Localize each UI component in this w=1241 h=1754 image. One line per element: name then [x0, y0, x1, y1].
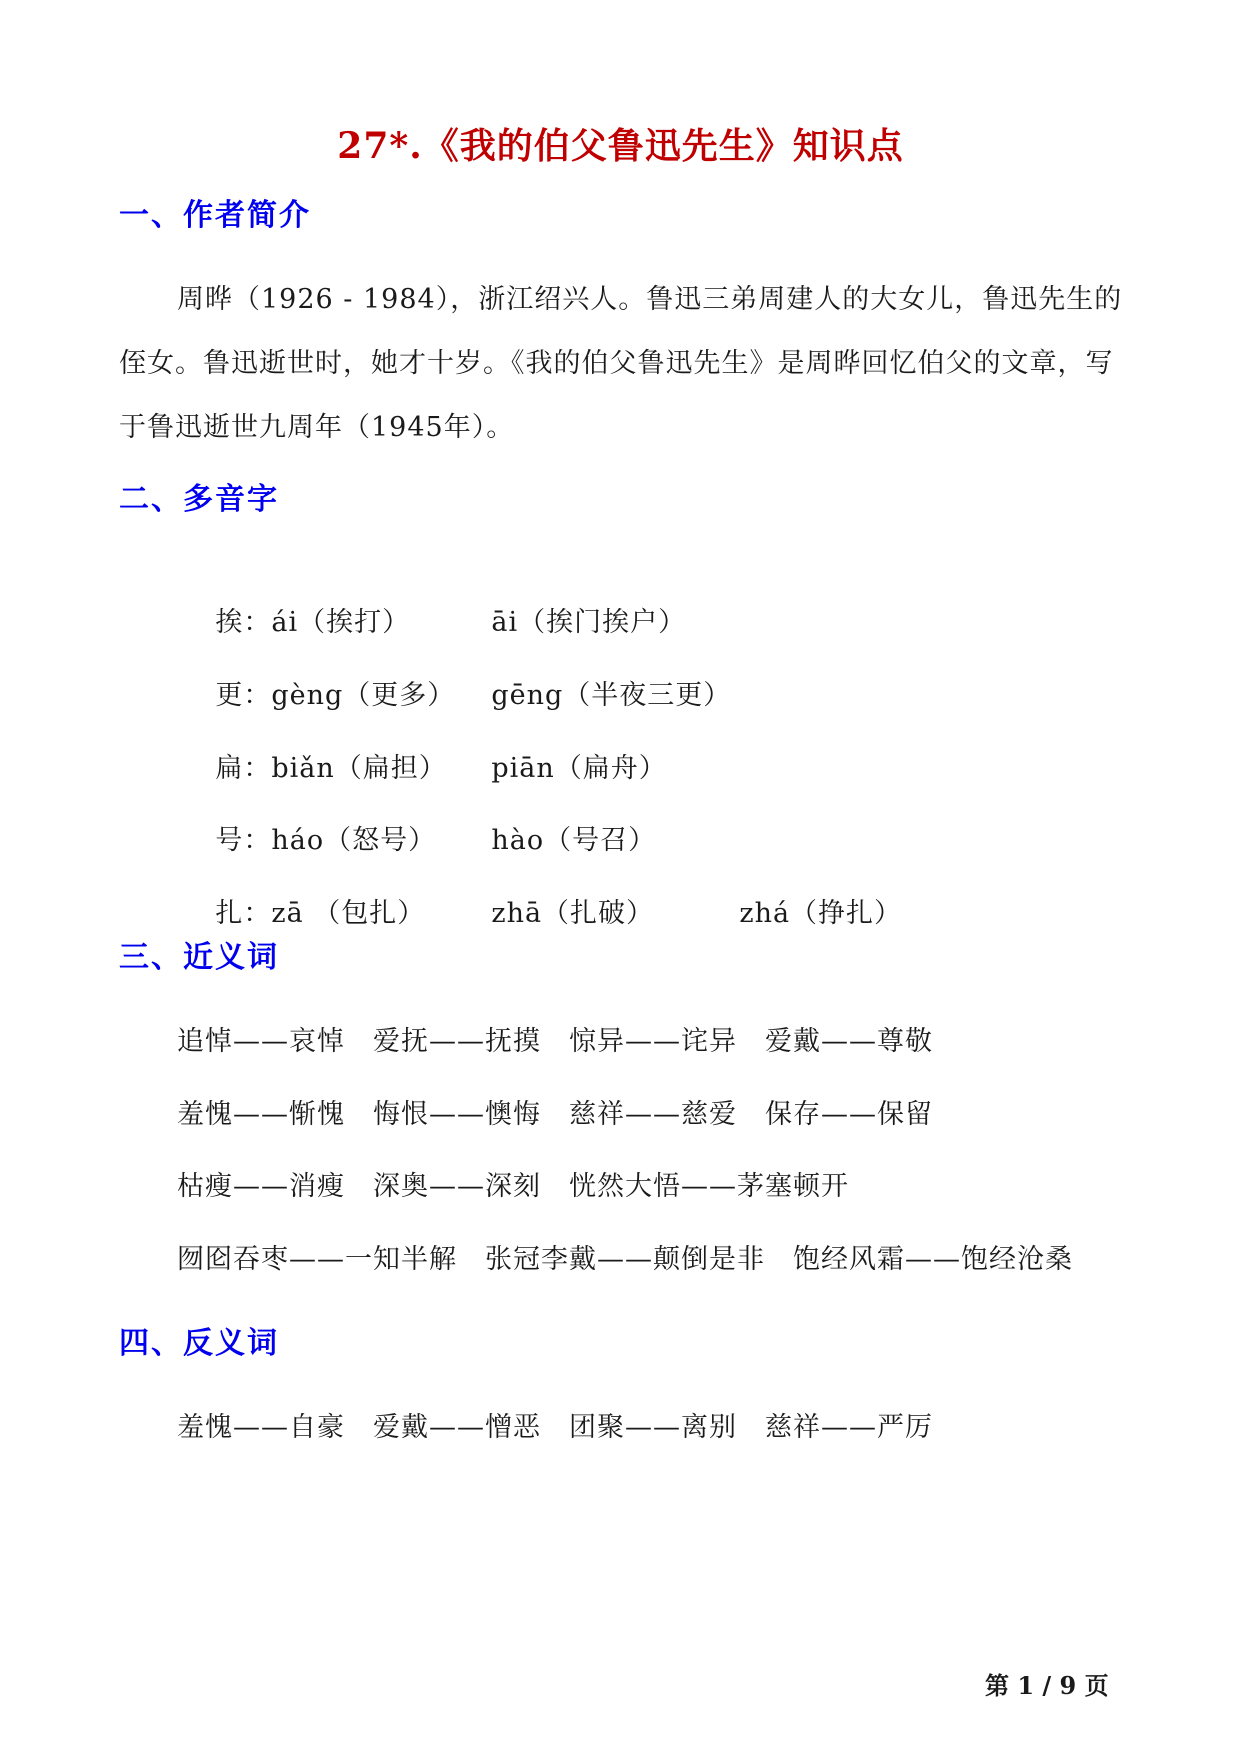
synonym-row: 羞愧——惭愧 悔恨——懊悔 慈祥——慈爱 保存——保留 — [177, 1099, 933, 1130]
polyphonic-reading: gēng（半夜三更） — [491, 680, 732, 711]
section-heading-polyphonic: 二、多音字 — [119, 482, 279, 517]
page-number: 第 1 / 9 页 — [985, 1671, 1109, 1700]
antonym-row: 羞愧——自豪 爱戴——憎恶 团聚——离别 慈祥——严厉 — [177, 1412, 933, 1443]
synonym-row: 囫囵吞枣——一知半解 张冠李戴——颠倒是非 饱经风霜——饱经沧桑 — [177, 1244, 1073, 1275]
synonym-row: 枯瘦——消瘦 深奥——深刻 恍然大悟——茅塞顿开 — [177, 1171, 849, 1202]
synonym-row: 追悼——哀悼 爱抚——抚摸 惊异——诧异 爱戴——尊敬 — [177, 1026, 933, 1057]
polyphonic-reading: hào（号召） — [491, 825, 657, 856]
polyphonic-reading: 扎：zā （包扎） — [215, 898, 426, 929]
page-title: 27*.《我的伯父鲁迅先生》知识点 — [337, 125, 904, 167]
author-intro-paragraph: 周晔（1926 - 1984），浙江绍兴人。鲁迅三弟周建人的大女儿，鲁迅先生的侄女。鲁迅逝世时，她才十岁。《我的伯父鲁迅先生》是周晔回忆伯父的文章，写于鲁迅逝世九周年（1945年）。 — [119, 284, 1123, 443]
polyphonic-reading: 号：háo（怒号） — [215, 825, 437, 856]
polyphonic-reading: 更：gèng（更多） — [215, 680, 456, 711]
polyphonic-reading: zhá（挣扎） — [739, 898, 903, 929]
polyphonic-reading: āi（挨门挨户） — [491, 607, 687, 638]
polyphonic-row — [177, 854, 902, 974]
polyphonic-reading: 扁：biǎn（扁担） — [215, 753, 447, 784]
section-heading-author: 一、作者简介 — [119, 198, 311, 233]
polyphonic-reading: 挨：ái（挨打） — [215, 607, 411, 638]
polyphonic-reading: zhā（扎破） — [491, 898, 655, 929]
polyphonic-reading: piān（扁舟） — [491, 753, 667, 784]
section-heading-synonyms: 三、近义词 — [119, 940, 279, 975]
section-heading-antonyms: 四、反义词 — [119, 1326, 279, 1361]
